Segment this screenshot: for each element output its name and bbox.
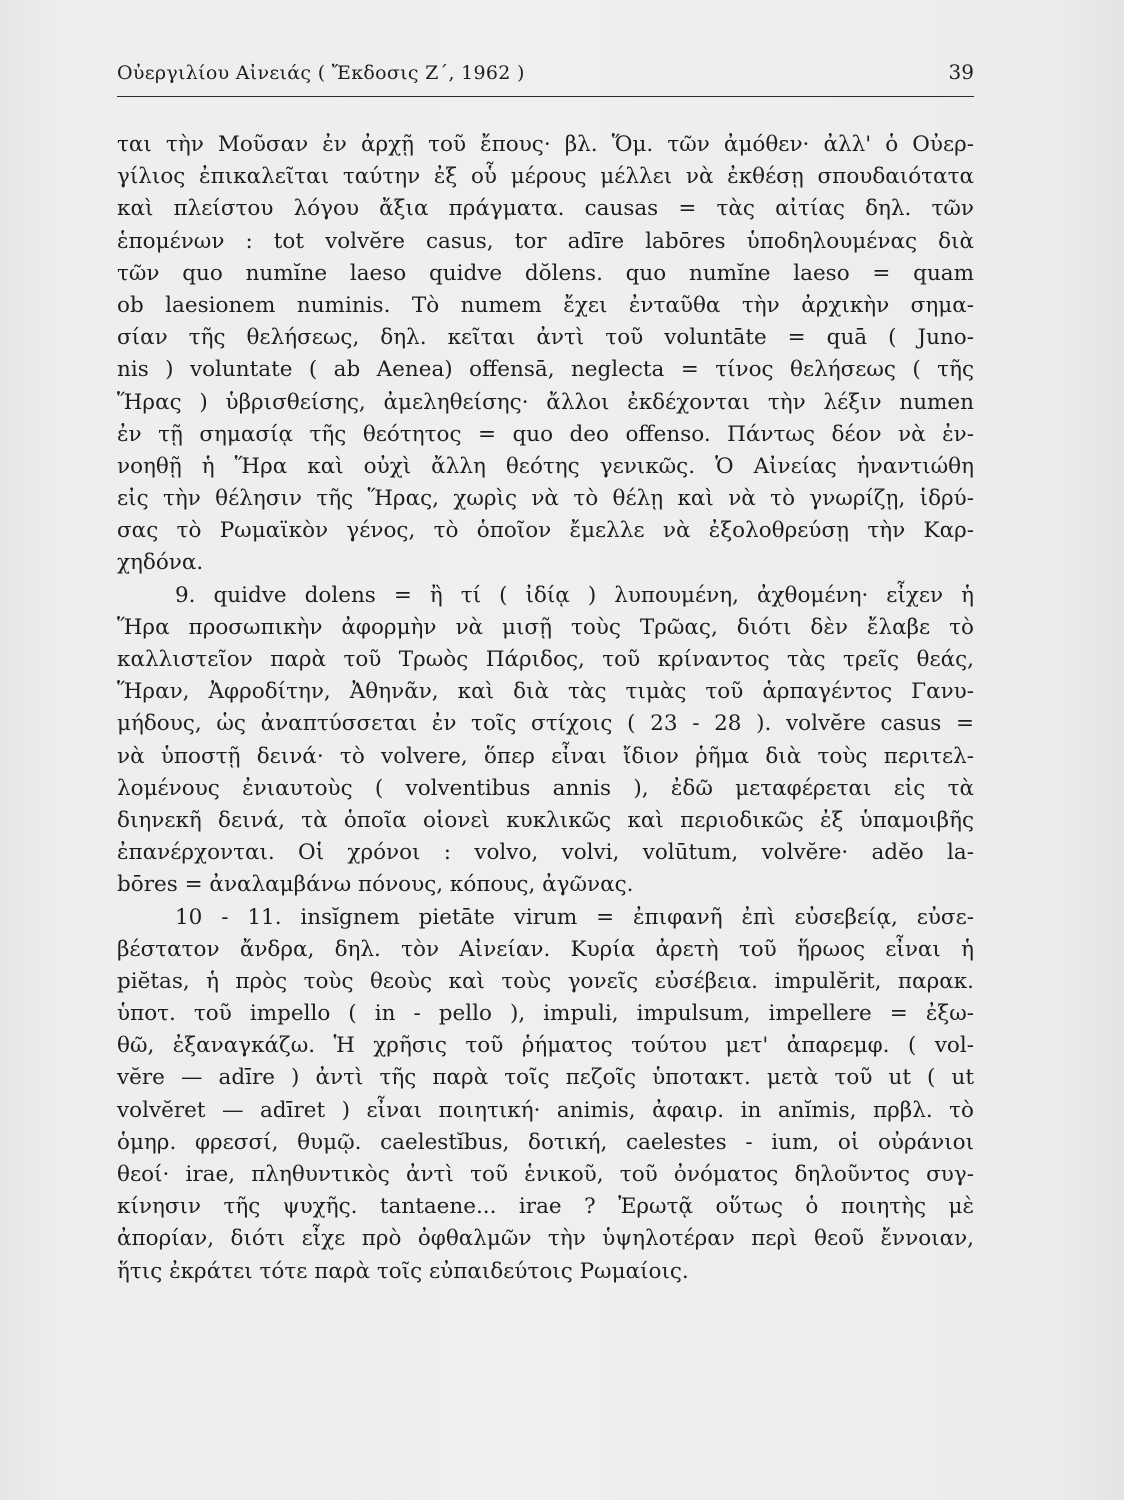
text-line: μήδους, ὡς ἀναπτύσσεται ἐν τοῖς στίχοις ( 23 - 28 ). volvĕre casus = (117, 711, 974, 737)
text-line: τῶν quo numĭne laeso quidve dŏlens. quo numĭne laeso = quam (117, 260, 974, 286)
text-line: σας τὸ Ρωμαϊκὸν γένος, τὸ ὁποῖον ἔμελλε νὰ ἐξολοθρεύσῃ τὴν Καρ- (117, 518, 974, 544)
running-title: Οὐεργιλίου Αἰνειάς ( Ἔκδοσις Ζ΄, 1962 ) (117, 62, 525, 84)
text-line: ἑπομένων : tot volvĕre casus, tor adīre labōres ὑποδηλουμένας διὰ (117, 228, 974, 254)
text-line: vĕre — adīre ) ἀντὶ τῆς παρὰ τοῖς πεζοῖς ὑποτακτ. μετὰ τοῦ ut ( ut (117, 1065, 974, 1091)
text-line: σίαν τῆς θελήσεως, δηλ. κεῖται ἀντὶ τοῦ voluntāte = quā ( Juno- (117, 325, 974, 351)
text-line: volvĕret — adīret ) εἶναι ποιητική· animis, ἀφαιρ. in anĭmis, πρβλ. τὸ (117, 1097, 974, 1123)
body-text (117, 129, 974, 1288)
text-line: εἰς τὴν θέλησιν τῆς Ἥρας, χωρὶς νὰ τὸ θέλῃ καὶ νὰ τὸ γνωρίζῃ, ἱδρύ- (117, 486, 974, 512)
text-line: νοηθῇ ἡ Ἥρα καὶ οὐχὶ ἄλλη θεότης γενικῶς. Ὁ Αἰνείας ἠναντιώθη (117, 453, 974, 479)
text-line: ob laesionem numinis. Τὸ numem ἔχει ἐνταῦθα τὴν ἀρχικὴν σημα- (117, 292, 974, 318)
text-line: θεοί· irae, πληθυντικὸς ἀντὶ τοῦ ἑνικοῦ, τοῦ ὀνόματος δηλοῦντος συγ- (117, 1162, 974, 1187)
text-line: βέστατον ἄνδρα, δηλ. τὸν Αἰνείαν. Κυρία ἀρετὴ τοῦ ἥρωος εἶναι ἡ (117, 936, 974, 962)
text-line: καλλιστεῖον παρὰ τοῦ Τρωὸς Πάριδος, τοῦ κρίναντος τὰς τρεῖς θεάς, (117, 647, 974, 672)
text-line: 10 - 11. insĭgnem pietāte virum = ἐπιφανῆ ἐπὶ εὐσεβείᾳ, εὐσε- (175, 904, 974, 930)
text-line: θῶ, ἐξαναγκάζω. Ἡ χρῆσις τοῦ ῥήματος τούτου μετ' ἀπαρεμφ. ( vol- (117, 1033, 974, 1059)
text-line: nis ) voluntate ( ab Aenea) offensā, neglecta = τίνος θελήσεως ( τῆς (117, 357, 974, 383)
text-line: ἀπορίαν, διότι εἶχε πρὸ ὀφθαλμῶν τὴν ὑψηλοτέραν περὶ θεοῦ ἔννοιαν, (117, 1226, 974, 1252)
text-line: γίλιος ἐπικαλεῖται ταύτην ἐξ οὗ μέρους μέλλει νὰ ἐκθέσῃ σπουδαιότατα (117, 164, 974, 190)
text-line: piĕtas, ἡ πρὸς τοὺς θεοὺς καὶ τοὺς γονεῖς εὐσέβεια. impulĕrit, παρακ. (117, 968, 974, 994)
text-line: ται τὴν Μοῦσαν ἐν ἀρχῇ τοῦ ἔπους· βλ. Ὅμ. τῶν ἀμόθεν· ἀλλ' ὁ Οὐερ- (117, 132, 974, 157)
page-number: 39 (948, 60, 974, 84)
text-line: ὑποτ. τοῦ impello ( in - pello ), impuli, impulsum, impellere = ἐξω- (117, 1001, 974, 1027)
text-line: ὁμηρ. φρεσσί, θυμῷ. caelestĭbus, δοτική, caelestes - ium, οἱ οὐράνιοι (117, 1129, 974, 1155)
page-header (117, 56, 974, 97)
text-line: καὶ πλείστου λόγου ἄξια πράγματα. causas = τὰς αἰτίας δηλ. τῶν (117, 196, 974, 222)
text-line: 9. quidve dolens = ἢ τί ( ἰδίᾳ ) λυπουμένη, ἀχθομένη· εἶχεν ἡ (175, 582, 974, 608)
text-line: ἐν τῇ σημασίᾳ τῆς θεότητος = quo deo offenso. Πάντως δέον νὰ ἐν- (117, 421, 974, 447)
text-line: διηνεκῆ δεινά, τὰ ὁποῖα οἱονεὶ κυκλικῶς καὶ περιοδικῶς ἐξ ὑπαμοιβῆς (117, 807, 974, 833)
text-line: λομένους ἐνιαυτοὺς ( volventibus annis ), ἐδῶ μεταφέρεται εἰς τὰ (117, 775, 974, 801)
text-line: Ἥρας ) ὑβρισθείσης, ἀμεληθείσης· ἄλλοι ἐκδέχονται τὴν λέξιν numen (117, 389, 974, 415)
text-line: Ἥραν, Ἀφροδίτην, Ἀθηνᾶν, καὶ διὰ τὰς τιμὰς τοῦ ἁρπαγέντος Γανυ- (117, 679, 974, 705)
text-line: ἥτις ἐκράτει τότε παρὰ τοῖς εὐπαιδεύτοις Ρωμαίοις. (117, 1258, 689, 1284)
text-line: bōres = ἀναλαμβάνω πόνους, κόπους, ἀγῶνας. (117, 872, 634, 898)
text-line: χηδόνα. (117, 550, 204, 576)
text-line: νὰ ὑποστῇ δεινά· τὸ volvere, ὅπερ εἶναι ἴδιον ῥῆμα διὰ τοὺς περιτελ- (117, 743, 974, 769)
text-line: Ἥρα προσωπικὴν ἀφορμὴν νὰ μισῇ τοὺς Τρῶας, διότι δὲν ἔλαβε τὸ (117, 614, 974, 640)
text-line: ἐπανέρχονται. Οἱ χρόνοι : volvo, volvi, volūtum, volvĕre· adĕo la- (117, 840, 974, 866)
text-line: κίνησιν τῆς ψυχῆς. tantaene... irae ? Ἐρωτᾷ οὕτως ὁ ποιητὴς μὲ (117, 1194, 974, 1220)
